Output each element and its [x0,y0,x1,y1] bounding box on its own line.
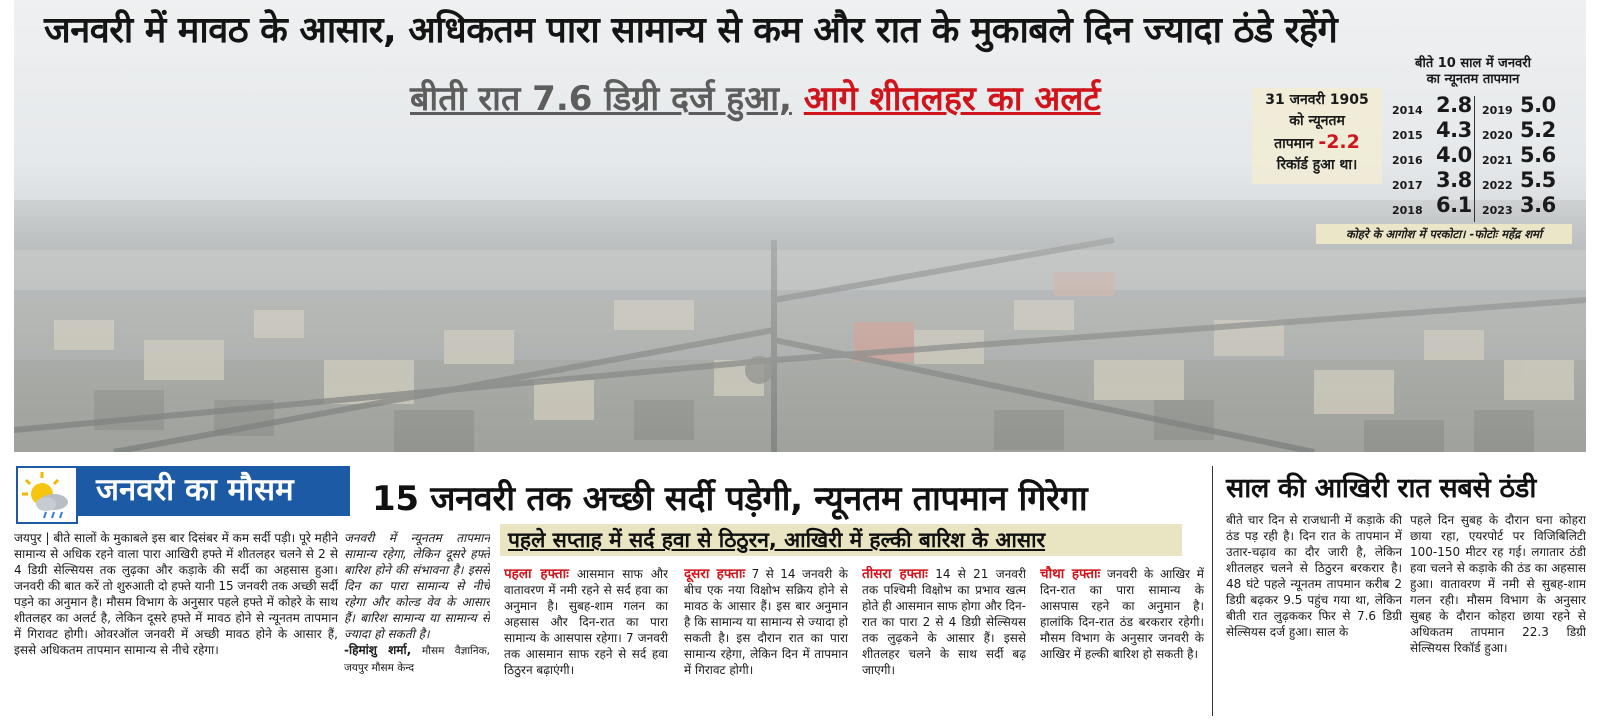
temp-cell: 5.5 [1520,168,1556,192]
temp-cell: 5.0 [1520,93,1556,117]
subheadline-red: आगे शीतलहर का अलर्ट [803,79,1101,119]
year-cell: 2018 [1392,204,1423,217]
year-cell: 2020 [1482,129,1513,142]
temp-cell: 5.6 [1520,143,1556,167]
author-name: -हिमांशु शर्मा, [344,643,412,657]
section-logo-banner: जनवरी का मौसम [78,466,350,516]
week-text: जनवरी के आखिर में दिन-रात का पारा सामान्य के आसपास रहने का अनुमान है। हालांकि दिन-रात ठंड बरकरार रहेगी। मौसम विभाग के अनुसार जनवरी के आखिर में हल्की बारिश हो सकती है। [1040,567,1204,661]
year-cell: 2022 [1482,179,1513,192]
subheadline [410,74,1101,120]
author-role: मौसम वैज्ञानिक, जयपुर मौसम केन्द [344,645,490,674]
year-cell: 2021 [1482,154,1513,167]
week-column-1 [504,566,668,718]
record-temperature-box [1252,88,1382,184]
table-title-line2: का न्यूनतम तापमान [1426,72,1520,87]
week-label: पहला हफ्ताः [504,566,569,582]
table-row [1392,169,1554,194]
intro-text: जयपुर | बीते सालों के मुकाबले इस बार दिसंबर में कम सर्दी पड़ी। पूरे महीने सामान्य से अधिक रहने वाला पारा आखिरी हफ्ते में शीतलहर चलने से 2 से 4 डिग्री सेल्सियस तक लुढ़का और कड़ाके की सर्दी का अहसास हुआ। जनवरी की बात करें तो शुरुआती दो हफ्ते यानी 15 जनवरी तक अच्छी सर्दी पड़ने का अनुमान है। मौसम विभाग के अनुसार पहले हफ्ते में कोहरे के साथ शीतलहर का अलर्ट है, लेकिन दूसरे हफ्ते में मावठ होने से न्यूनतम तापमान में गिरावट होगी। ओवरऑल जनवरी में अच्छी मावठ होने के आसार हैं, इससे अधिकतम तापमान सामान्य से नीचे रहेगा। [14,531,338,657]
article-column-intro [14,530,338,718]
week-column-2 [684,566,848,718]
record-line3 [1252,132,1382,155]
temp-cell: 6.1 [1436,193,1472,217]
temp-cell: 4.3 [1436,118,1472,142]
year-cell: 2017 [1392,179,1423,192]
ten-year-min-temp-table [1392,56,1554,224]
temp-cell: 3.8 [1436,168,1472,192]
side-story-text-2: पहले दिन सुबह के दौरान घना कोहरा छाया रहा, एयरपोर्ट पर विजिबिलिटी 100-150 मीटर रह गई। लगातार ठंडी हवा चलने से कड़ाके की ठंड का अहसास हुआ। वातावरण में नमी से सुबह-शाम गलन रही। मौसम विभाग के अनुसार सुबह के दौरान कोहरा छाया रहने से अधिकतम तापमान 22.3 डिग्री सेल्सियस रिकॉर्ड हुआ। [1410,513,1586,655]
year-cell: 2019 [1482,104,1513,117]
year-cell: 2014 [1392,104,1423,117]
section-subheadline: पहले सप्ताह में सर्द हवा से ठिठुरन, आखिरी में हल्की बारिश के आसार [500,524,1182,556]
table-row [1392,144,1554,169]
table-row [1392,119,1554,144]
side-story-headline: साल की आखिरी रात सबसे ठंडी [1226,473,1537,504]
record-line2: को न्यूनतम [1289,113,1345,129]
side-story-column-2 [1410,512,1586,718]
side-story-text-1: बीते चार दिन से राजधानी में कड़ाके की ठंड पड़ रही है। दिन रात के तापमान में उतार-चढ़ाव का दौर जारी है, लेकिन शीतलहर चलने से ठिठुरन बरकरार है। 48 घंटे पहले न्यूनतम तापमान करीब 2 डिग्री बढ़कर 9.5 पहुंच गया था, लेकिन बीती रात लुढ़ककर फिर से 7.6 डिग्री सेल्सियस दर्ज हुआ। साल के [1226,513,1402,639]
record-value: -2.2 [1318,131,1360,153]
record-line3-prefix: तापमान [1274,136,1314,152]
expert-quote: जनवरी में न्यूनतम तापमान सामान्य रहेगा, लेकिन दूसरे हफ्ते बारिश होने की संभावना है। इससे दिन का पारा सामान्य से नीचे रहेगा और कोल्ड वेव के आसार हैं। बारिश सामान्य या सामान्य से ज्यादा हो सकती है। [344,531,490,641]
week-column-4 [1040,566,1204,718]
week-label: तीसरा हफ्ताः [862,566,928,582]
table-row [1392,194,1554,219]
year-cell: 2023 [1482,204,1513,217]
sun-cloud-rain-icon [16,466,78,524]
week-label: दूसरा हफ्ताः [684,566,746,582]
temp-cell: 4.0 [1436,143,1472,167]
table-row [1392,94,1554,119]
temp-cell: 2.8 [1436,93,1472,117]
week-text: आसमान साफ और वातावरण में नमी रहने से सर्द हवा का अनुमान है। सुबह-शाम गलन का अहसास और दिन-रात का पारा सामान्य के आसपास रहेगा। 7 जनवरी तक आसमान साफ रहने से सर्द हवा ठिठुरन बढ़ाएंगी। [504,567,668,677]
side-story-column-1 [1226,512,1402,718]
record-line1: 31 जनवरी 1905 [1265,92,1369,108]
subheadline-grey: बीती रात 7.6 डिग्री दर्ज हुआ, [410,79,792,119]
year-grid [1392,94,1554,219]
column-divider [1212,466,1213,716]
temp-cell: 3.6 [1520,193,1556,217]
year-cell: 2015 [1392,129,1423,142]
week-label: चौथा हफ्ताः [1040,566,1101,582]
table-title-line1: बीते 10 साल में जनवरी [1415,56,1531,71]
year-cell: 2016 [1392,154,1423,167]
week-text: 7 से 14 जनवरी के बीच एक नया विक्षोभ सक्रिय होने से मावठ के आसार हैं। इस बार अनुमान है कि सामान्य या सामान्य से ज्यादा हो सकती है। इस दौरान रात का पारा सामान्य रहेगा, लेकिन दिन में तापमान में गिरावट होगी। [684,567,848,677]
week-text: 14 से 21 जनवरी तक पश्चिमी विक्षोभ का प्रभाव खत्म होते ही आसमान साफ होगा और दिन-रात का पारा 2 से 4 डिग्री सेल्सियस तक लुढ़कने के आसार हैं। इससे शीतलहर चलने के साथ सर्दी बढ़ जाएगी। [862,567,1026,677]
temp-cell: 5.2 [1520,118,1556,142]
main-headline: जनवरी में मावठ के आसार, अधिकतम पारा सामान्य से कम और रात के मुकाबले दिन ज्यादा ठंडे रहेंगे [44,10,1338,51]
section-headline: 15 जनवरी तक अच्छी सर्दी पड़ेगी, न्यूनतम तापमान गिरेगा [372,479,1088,519]
expert-quote-column [344,530,490,718]
record-line4: रिकॉर्ड हुआ था। [1276,157,1358,173]
photo-caption: कोहरे के आगोश में परकोटा। -फोटोः महेंद्र शर्मा [1316,224,1572,244]
week-column-3 [862,566,1026,718]
